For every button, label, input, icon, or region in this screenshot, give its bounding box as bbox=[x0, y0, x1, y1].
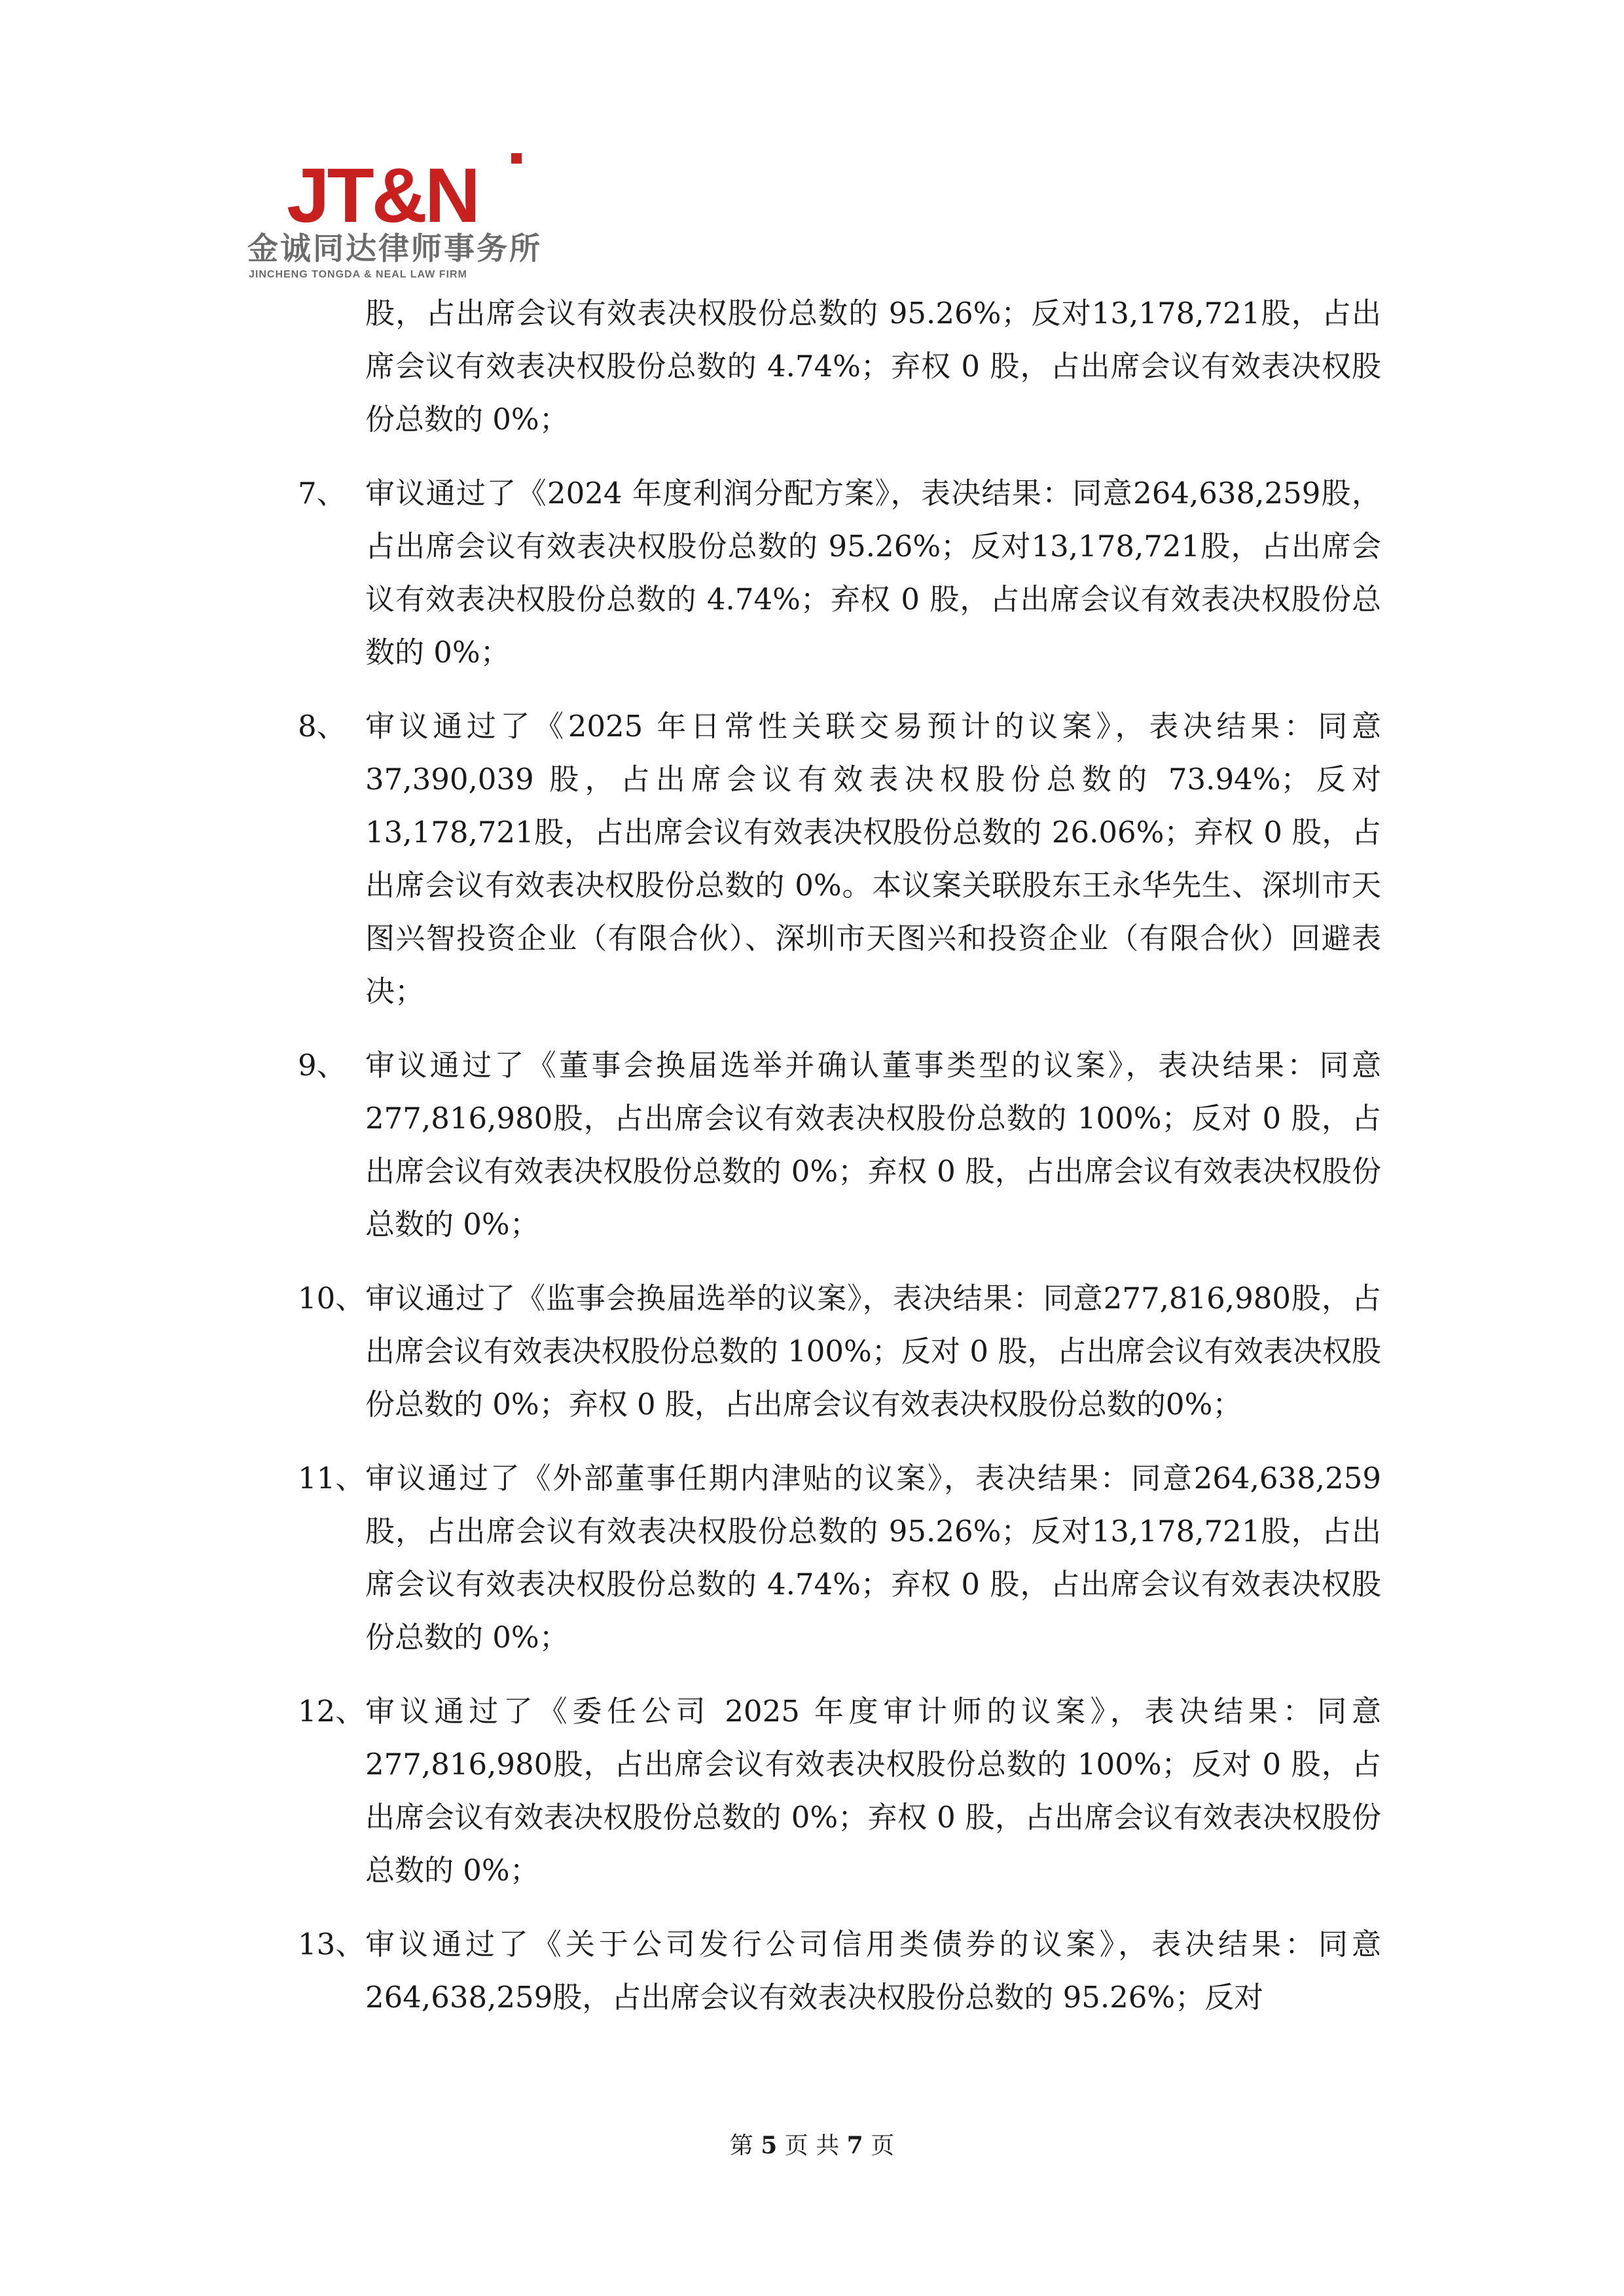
resolution-number: 11、 bbox=[298, 1461, 365, 1496]
logo-square-mark bbox=[511, 153, 522, 164]
document-body bbox=[298, 287, 1381, 2045]
resolution-number: 13、 bbox=[298, 1927, 365, 1962]
resolution-text: 审议通过了《董事会换届选举并确认董事类型的议案》，表决结果：同意277,816,980股，占出席会议有效表决权股份总数的 100%；反对 0 股，占出席会议有效表决权股份总数的 0%；弃权 0 股，占出席会议有效表决权股份总数的 0%； bbox=[365, 1048, 1381, 1242]
footer-prefix: 第 bbox=[729, 2132, 753, 2159]
resolution-item-13 bbox=[298, 1918, 1381, 2024]
current-page-number: 5 bbox=[761, 2132, 778, 2159]
resolution-number: 12、 bbox=[298, 1694, 365, 1729]
resolution-number: 7、 bbox=[298, 476, 346, 511]
resolution-item-10 bbox=[298, 1272, 1381, 1431]
resolution-number: 10、 bbox=[298, 1281, 365, 1316]
law-firm-logo bbox=[247, 149, 575, 280]
resolution-text: 审议通过了《2025 年日常性关联交易预计的议案》，表决结果：同意37,390,039 股，占出席会议有效表决权股份总数的 73.94%；反对13,178,721股，占出席会议有效表决权股份总数的 26.06%；弃权 0 股，占出席会议有效表决权股份总数的 0%。本议案关联股东王永华先生、深圳市天图兴智投资企业（有限合伙）、深圳市天图兴和投资企业（有限合伙）回避表决； bbox=[365, 709, 1381, 1009]
logo-chinese-name: 金诚同达律师事务所 bbox=[247, 231, 542, 267]
resolution-number: 8、 bbox=[298, 709, 346, 744]
resolution-text: 审议通过了《关于公司发行公司信用类债券的议案》，表决结果：同意264,638,259股，占出席会议有效表决权股份总数的 95.26%；反对 bbox=[365, 1927, 1381, 2015]
resolution-item-continued bbox=[298, 287, 1381, 446]
resolution-item-12 bbox=[298, 1685, 1381, 1897]
resolution-text: 审议通过了《2024 年度利润分配方案》，表决结果：同意264,638,259股，占出席会议有效表决权股份总数的 95.26%；反对13,178,721股，占出席会议有效表决权股份总数的 4.74%；弃权 0 股，占出席会议有效表决权股份总数的 0%； bbox=[365, 476, 1381, 670]
footer-suffix: 页 bbox=[871, 2132, 895, 2159]
resolution-text: 审议通过了《委任公司 2025 年度审计师的议案》，表决结果：同意277,816,980股，占出席会议有效表决权股份总数的 100%；反对 0 股，占出席会议有效表决权股份总数的 0%；弃权 0 股，占出席会议有效表决权股份总数的 0%； bbox=[365, 1694, 1381, 1888]
resolution-number: 9、 bbox=[298, 1048, 346, 1083]
resolution-item-8 bbox=[298, 700, 1381, 1018]
resolution-item-9 bbox=[298, 1039, 1381, 1251]
footer-middle: 页 共 bbox=[784, 2132, 840, 2159]
page-footer bbox=[0, 2132, 1624, 2159]
resolution-text: 审议通过了《监事会换届选举的议案》，表决结果：同意277,816,980股，占出席会议有效表决权股份总数的 100%；反对 0 股，占出席会议有效表决权股份总数的 0%；弃权 0 股，占出席会议有效表决权股份总数的0%； bbox=[365, 1281, 1381, 1422]
total-page-count: 7 bbox=[846, 2132, 863, 2159]
resolution-item-7 bbox=[298, 467, 1381, 679]
logo-english-name: JINCHENG TONGDA & NEAL LAW FIRM bbox=[249, 269, 467, 280]
resolution-text: 股，占出席会议有效表决权股份总数的 95.26%；反对13,178,721股，占出席会议有效表决权股份总数的 4.74%；弃权 0 股，占出席会议有效表决权股份总数的 0%； bbox=[365, 296, 1381, 437]
logo-mark: JT&N bbox=[287, 152, 478, 239]
resolution-text: 审议通过了《外部董事任期内津贴的议案》，表决结果：同意264,638,259股，占出席会议有效表决权股份总数的 95.26%；反对13,178,721股，占出席会议有效表决权股份总数的 4.74%；弃权 0 股，占出席会议有效表决权股份总数的 0%； bbox=[365, 1461, 1381, 1655]
resolution-item-11 bbox=[298, 1452, 1381, 1664]
